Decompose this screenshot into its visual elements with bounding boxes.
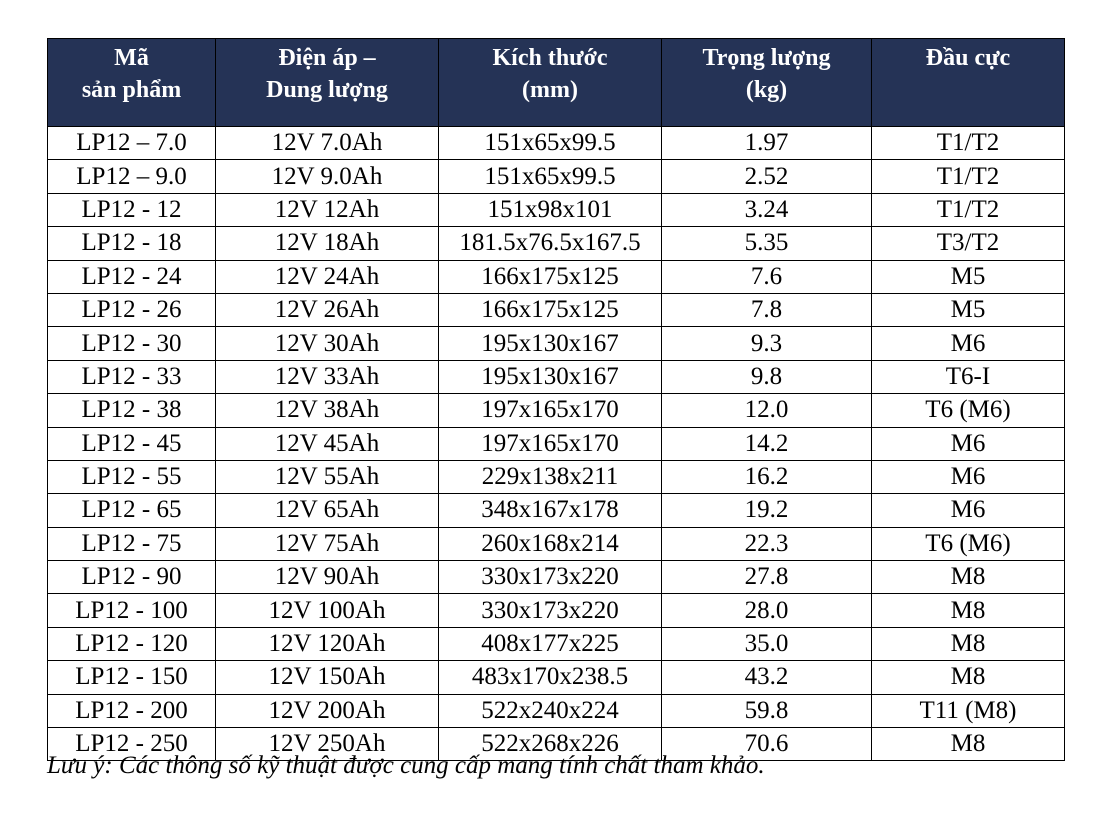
cell-terminal: M6 bbox=[872, 494, 1065, 527]
cell-dimensions: 166x175x125 bbox=[439, 260, 662, 293]
cell-voltage-capacity: 12V 7.0Ah bbox=[216, 127, 439, 160]
cell-voltage-capacity: 12V 150Ah bbox=[216, 661, 439, 694]
cell-dimensions: 483x170x238.5 bbox=[439, 661, 662, 694]
cell-product-code: LP12 - 200 bbox=[48, 694, 216, 727]
cell-dimensions: 408x177x225 bbox=[439, 627, 662, 660]
cell-product-code: LP12 - 18 bbox=[48, 227, 216, 260]
cell-weight: 43.2 bbox=[662, 661, 872, 694]
table-row bbox=[48, 394, 1065, 427]
cell-terminal: T3/T2 bbox=[872, 227, 1065, 260]
header-terminal: Đầu cực bbox=[872, 39, 1065, 127]
header-dimensions: Kích thước (mm) bbox=[439, 39, 662, 127]
footnote: Lưu ý: Các thông số kỹ thuật được cung cấp mang tính chất tham khảo. bbox=[47, 752, 765, 779]
cell-dimensions: 166x175x125 bbox=[439, 293, 662, 326]
table-row bbox=[48, 427, 1065, 460]
cell-product-code: LP12 - 65 bbox=[48, 494, 216, 527]
cell-product-code: LP12 - 33 bbox=[48, 360, 216, 393]
cell-dimensions: 522x268x226 bbox=[439, 728, 662, 761]
cell-voltage-capacity: 12V 26Ah bbox=[216, 293, 439, 326]
cell-product-code: LP12 - 90 bbox=[48, 561, 216, 594]
cell-product-code: LP12 - 24 bbox=[48, 260, 216, 293]
table-row bbox=[48, 594, 1065, 627]
cell-voltage-capacity: 12V 65Ah bbox=[216, 494, 439, 527]
cell-product-code: LP12 - 150 bbox=[48, 661, 216, 694]
table-row bbox=[48, 527, 1065, 560]
cell-weight: 28.0 bbox=[662, 594, 872, 627]
cell-terminal: T1/T2 bbox=[872, 193, 1065, 226]
table-row bbox=[48, 661, 1065, 694]
header-weight: Trọng lượng (kg) bbox=[662, 39, 872, 127]
table-row bbox=[48, 327, 1065, 360]
cell-dimensions: 330x173x220 bbox=[439, 561, 662, 594]
table-row bbox=[48, 360, 1065, 393]
cell-voltage-capacity: 12V 250Ah bbox=[216, 728, 439, 761]
table-row bbox=[48, 127, 1065, 160]
cell-weight: 14.2 bbox=[662, 427, 872, 460]
cell-terminal: T1/T2 bbox=[872, 127, 1065, 160]
cell-voltage-capacity: 12V 33Ah bbox=[216, 360, 439, 393]
cell-product-code: LP12 - 250 bbox=[48, 728, 216, 761]
cell-product-code: LP12 - 75 bbox=[48, 527, 216, 560]
cell-dimensions: 195x130x167 bbox=[439, 360, 662, 393]
cell-terminal: T1/T2 bbox=[872, 160, 1065, 193]
cell-product-code: LP12 - 12 bbox=[48, 193, 216, 226]
cell-weight: 27.8 bbox=[662, 561, 872, 594]
cell-terminal: M6 bbox=[872, 327, 1065, 360]
cell-voltage-capacity: 12V 12Ah bbox=[216, 193, 439, 226]
cell-voltage-capacity: 12V 38Ah bbox=[216, 394, 439, 427]
table-row bbox=[48, 293, 1065, 326]
table-row bbox=[48, 694, 1065, 727]
cell-weight: 7.6 bbox=[662, 260, 872, 293]
cell-voltage-capacity: 12V 45Ah bbox=[216, 427, 439, 460]
cell-terminal: M8 bbox=[872, 594, 1065, 627]
cell-dimensions: 151x98x101 bbox=[439, 193, 662, 226]
table-row bbox=[48, 260, 1065, 293]
cell-terminal: T6 (M6) bbox=[872, 527, 1065, 560]
cell-voltage-capacity: 12V 120Ah bbox=[216, 627, 439, 660]
cell-dimensions: 229x138x211 bbox=[439, 460, 662, 493]
cell-weight: 16.2 bbox=[662, 460, 872, 493]
cell-terminal: T11 (M8) bbox=[872, 694, 1065, 727]
cell-voltage-capacity: 12V 200Ah bbox=[216, 694, 439, 727]
cell-weight: 9.3 bbox=[662, 327, 872, 360]
cell-product-code: LP12 - 30 bbox=[48, 327, 216, 360]
table-row bbox=[48, 627, 1065, 660]
table-row bbox=[48, 193, 1065, 226]
cell-dimensions: 181.5x76.5x167.5 bbox=[439, 227, 662, 260]
table-row bbox=[48, 494, 1065, 527]
cell-weight: 3.24 bbox=[662, 193, 872, 226]
cell-terminal: M5 bbox=[872, 293, 1065, 326]
cell-voltage-capacity: 12V 18Ah bbox=[216, 227, 439, 260]
cell-terminal: M6 bbox=[872, 460, 1065, 493]
cell-terminal: M6 bbox=[872, 427, 1065, 460]
table-body bbox=[48, 127, 1065, 761]
cell-dimensions: 330x173x220 bbox=[439, 594, 662, 627]
cell-dimensions: 195x130x167 bbox=[439, 327, 662, 360]
cell-product-code: LP12 – 7.0 bbox=[48, 127, 216, 160]
table-row bbox=[48, 227, 1065, 260]
cell-voltage-capacity: 12V 90Ah bbox=[216, 561, 439, 594]
cell-terminal: M8 bbox=[872, 561, 1065, 594]
cell-voltage-capacity: 12V 30Ah bbox=[216, 327, 439, 360]
cell-weight: 59.8 bbox=[662, 694, 872, 727]
cell-weight: 22.3 bbox=[662, 527, 872, 560]
cell-weight: 9.8 bbox=[662, 360, 872, 393]
table-row bbox=[48, 561, 1065, 594]
cell-dimensions: 151x65x99.5 bbox=[439, 160, 662, 193]
cell-dimensions: 260x168x214 bbox=[439, 527, 662, 560]
cell-weight: 35.0 bbox=[662, 627, 872, 660]
table-row bbox=[48, 160, 1065, 193]
cell-weight: 19.2 bbox=[662, 494, 872, 527]
header-row bbox=[48, 39, 1065, 127]
cell-weight: 70.6 bbox=[662, 728, 872, 761]
cell-product-code: LP12 - 120 bbox=[48, 627, 216, 660]
cell-product-code: LP12 - 45 bbox=[48, 427, 216, 460]
cell-weight: 12.0 bbox=[662, 394, 872, 427]
cell-terminal: M8 bbox=[872, 728, 1065, 761]
table-header bbox=[48, 39, 1065, 127]
cell-product-code: LP12 - 26 bbox=[48, 293, 216, 326]
cell-dimensions: 348x167x178 bbox=[439, 494, 662, 527]
header-product-code: Mã sản phẩm bbox=[48, 39, 216, 127]
cell-dimensions: 522x240x224 bbox=[439, 694, 662, 727]
cell-weight: 5.35 bbox=[662, 227, 872, 260]
cell-weight: 7.8 bbox=[662, 293, 872, 326]
cell-weight: 1.97 bbox=[662, 127, 872, 160]
cell-terminal: T6-I bbox=[872, 360, 1065, 393]
cell-dimensions: 197x165x170 bbox=[439, 427, 662, 460]
cell-product-code: LP12 - 100 bbox=[48, 594, 216, 627]
cell-product-code: LP12 - 38 bbox=[48, 394, 216, 427]
cell-product-code: LP12 - 55 bbox=[48, 460, 216, 493]
cell-voltage-capacity: 12V 24Ah bbox=[216, 260, 439, 293]
cell-terminal: M5 bbox=[872, 260, 1065, 293]
cell-terminal: M8 bbox=[872, 661, 1065, 694]
cell-product-code: LP12 – 9.0 bbox=[48, 160, 216, 193]
cell-voltage-capacity: 12V 9.0Ah bbox=[216, 160, 439, 193]
cell-terminal: M8 bbox=[872, 627, 1065, 660]
cell-dimensions: 197x165x170 bbox=[439, 394, 662, 427]
header-voltage-capacity: Điện áp – Dung lượng bbox=[216, 39, 439, 127]
cell-terminal: T6 (M6) bbox=[872, 394, 1065, 427]
cell-dimensions: 151x65x99.5 bbox=[439, 127, 662, 160]
cell-voltage-capacity: 12V 100Ah bbox=[216, 594, 439, 627]
table-row bbox=[48, 460, 1065, 493]
battery-spec-table bbox=[47, 38, 1065, 761]
cell-voltage-capacity: 12V 75Ah bbox=[216, 527, 439, 560]
cell-voltage-capacity: 12V 55Ah bbox=[216, 460, 439, 493]
cell-weight: 2.52 bbox=[662, 160, 872, 193]
